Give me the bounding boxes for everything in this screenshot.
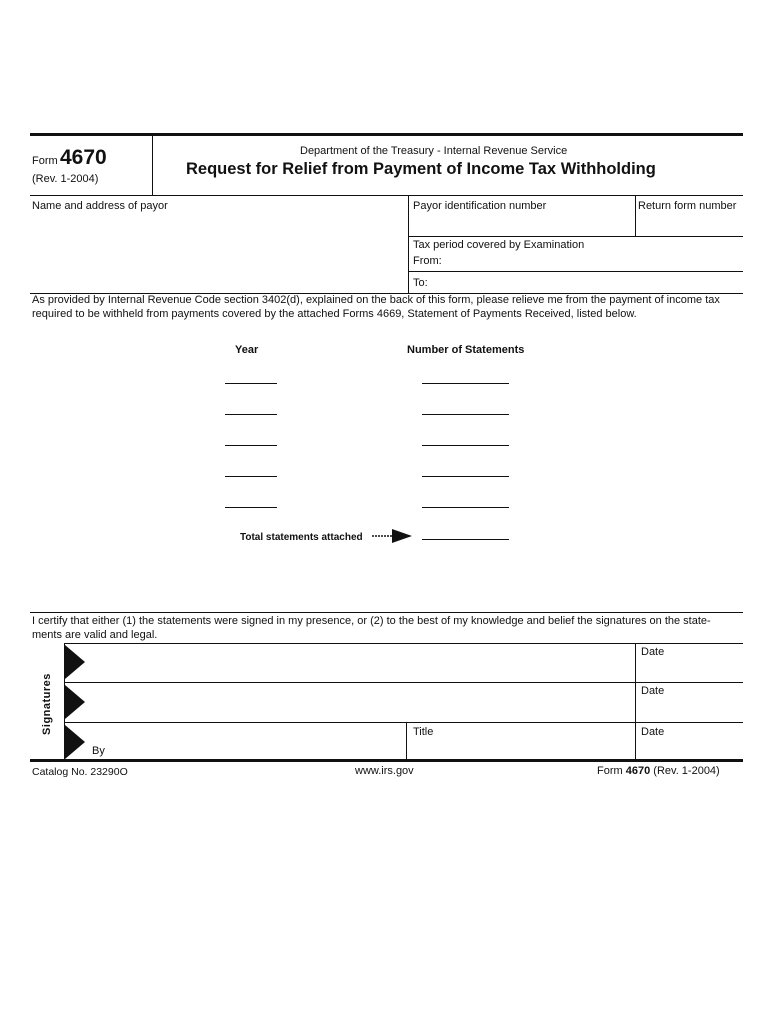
- tax-period-from-field[interactable]: [445, 253, 735, 267]
- tax-period-to-label: To:: [413, 277, 428, 289]
- payor-name-address-field[interactable]: [30, 196, 408, 294]
- payor-name-address-label: Name and address of payor: [32, 200, 168, 212]
- website-link: www.irs.gov: [355, 765, 414, 777]
- number-entry-2[interactable]: [422, 414, 509, 415]
- year-entry-1[interactable]: [225, 383, 277, 384]
- from-to-divider: [408, 271, 743, 272]
- form-label: Form: [32, 155, 58, 167]
- payor-id-bottom-rule: [408, 236, 743, 237]
- number-entry-5[interactable]: [422, 507, 509, 508]
- return-form-number-label: Return form number: [638, 200, 737, 212]
- signature-field-1[interactable]: [90, 644, 635, 682]
- form-number: 4670: [60, 146, 107, 169]
- signatures-side-text: Signatures: [41, 673, 53, 735]
- title-label: Title: [413, 726, 434, 738]
- number-column-header: Number of Statements: [407, 344, 525, 356]
- certification-top-rule: [30, 612, 743, 613]
- certification-text-line-1: I certify that either (1) the statements were signed in my presence, or (2) to the best of my knowledge and belief the signatures on the state-: [32, 615, 711, 627]
- number-entry-1[interactable]: [422, 383, 509, 384]
- title-field[interactable]: [407, 740, 635, 759]
- certification-text-line-2: ments are valid and legal.: [32, 629, 158, 641]
- by-label: By: [92, 745, 105, 757]
- signature-arrow-icon-1: [65, 645, 85, 679]
- tax-period-from-label: From:: [413, 255, 442, 267]
- tax-period-to-field[interactable]: [435, 275, 735, 289]
- arrow-right-icon: [372, 528, 414, 544]
- number-entry-4[interactable]: [422, 476, 509, 477]
- footer-form-rev: (Rev. 1-2004): [653, 765, 720, 777]
- signature-row-2-bottom-rule: [64, 722, 743, 723]
- year-entry-5[interactable]: [225, 507, 277, 508]
- footer-form-prefix: Form: [597, 765, 623, 777]
- date-label-2: Date: [641, 685, 665, 697]
- header-top-rule: [30, 133, 743, 136]
- date-field-2[interactable]: [636, 699, 743, 722]
- signature-field-2[interactable]: [90, 683, 635, 722]
- signature-arrow-icon-2: [65, 685, 85, 719]
- year-entry-3[interactable]: [225, 445, 277, 446]
- intro-text-line-1: As provided by Internal Revenue Code section 3402(d), explained on the back of this form, please relieve me from the payment of income tax: [32, 294, 720, 306]
- header-divider: [152, 136, 153, 195]
- form-bottom-rule: [30, 759, 743, 762]
- footer-form-id: [597, 765, 720, 778]
- return-form-number-field[interactable]: [636, 196, 743, 236]
- tax-period-label: Tax period covered by Examination: [413, 239, 585, 251]
- payor-id-field[interactable]: [409, 196, 635, 236]
- year-column-header: Year: [235, 344, 259, 356]
- date-field-1[interactable]: [636, 660, 743, 682]
- date-label-1: Date: [641, 646, 665, 658]
- year-entry-2[interactable]: [225, 414, 277, 415]
- footer-form-number: 4670: [625, 765, 651, 777]
- signature-arrow-icon-3: [65, 725, 85, 759]
- department-label: Department of the Treasury - Internal Revenue Service: [300, 145, 568, 157]
- date-label-3: Date: [641, 726, 665, 738]
- by-signature-field[interactable]: [108, 724, 406, 759]
- intro-text-line-2: required to be withheld from payments covered by the attached Forms 4669, Statement of Payments Received, listed below.: [32, 308, 637, 320]
- signatures-side-label: [41, 665, 55, 743]
- number-entry-3[interactable]: [422, 445, 509, 446]
- catalog-number: Catalog No. 23290O: [32, 766, 128, 778]
- total-statements-entry[interactable]: [422, 539, 509, 540]
- total-statements-label: Total statements attached: [240, 532, 363, 543]
- date-field-3[interactable]: [636, 740, 743, 759]
- form-title: Request for Relief from Payment of Income Tax Withholding: [186, 160, 656, 178]
- payor-id-label: Payor identification number: [413, 200, 547, 212]
- year-entry-4[interactable]: [225, 476, 277, 477]
- form-revision: (Rev. 1-2004): [32, 173, 99, 185]
